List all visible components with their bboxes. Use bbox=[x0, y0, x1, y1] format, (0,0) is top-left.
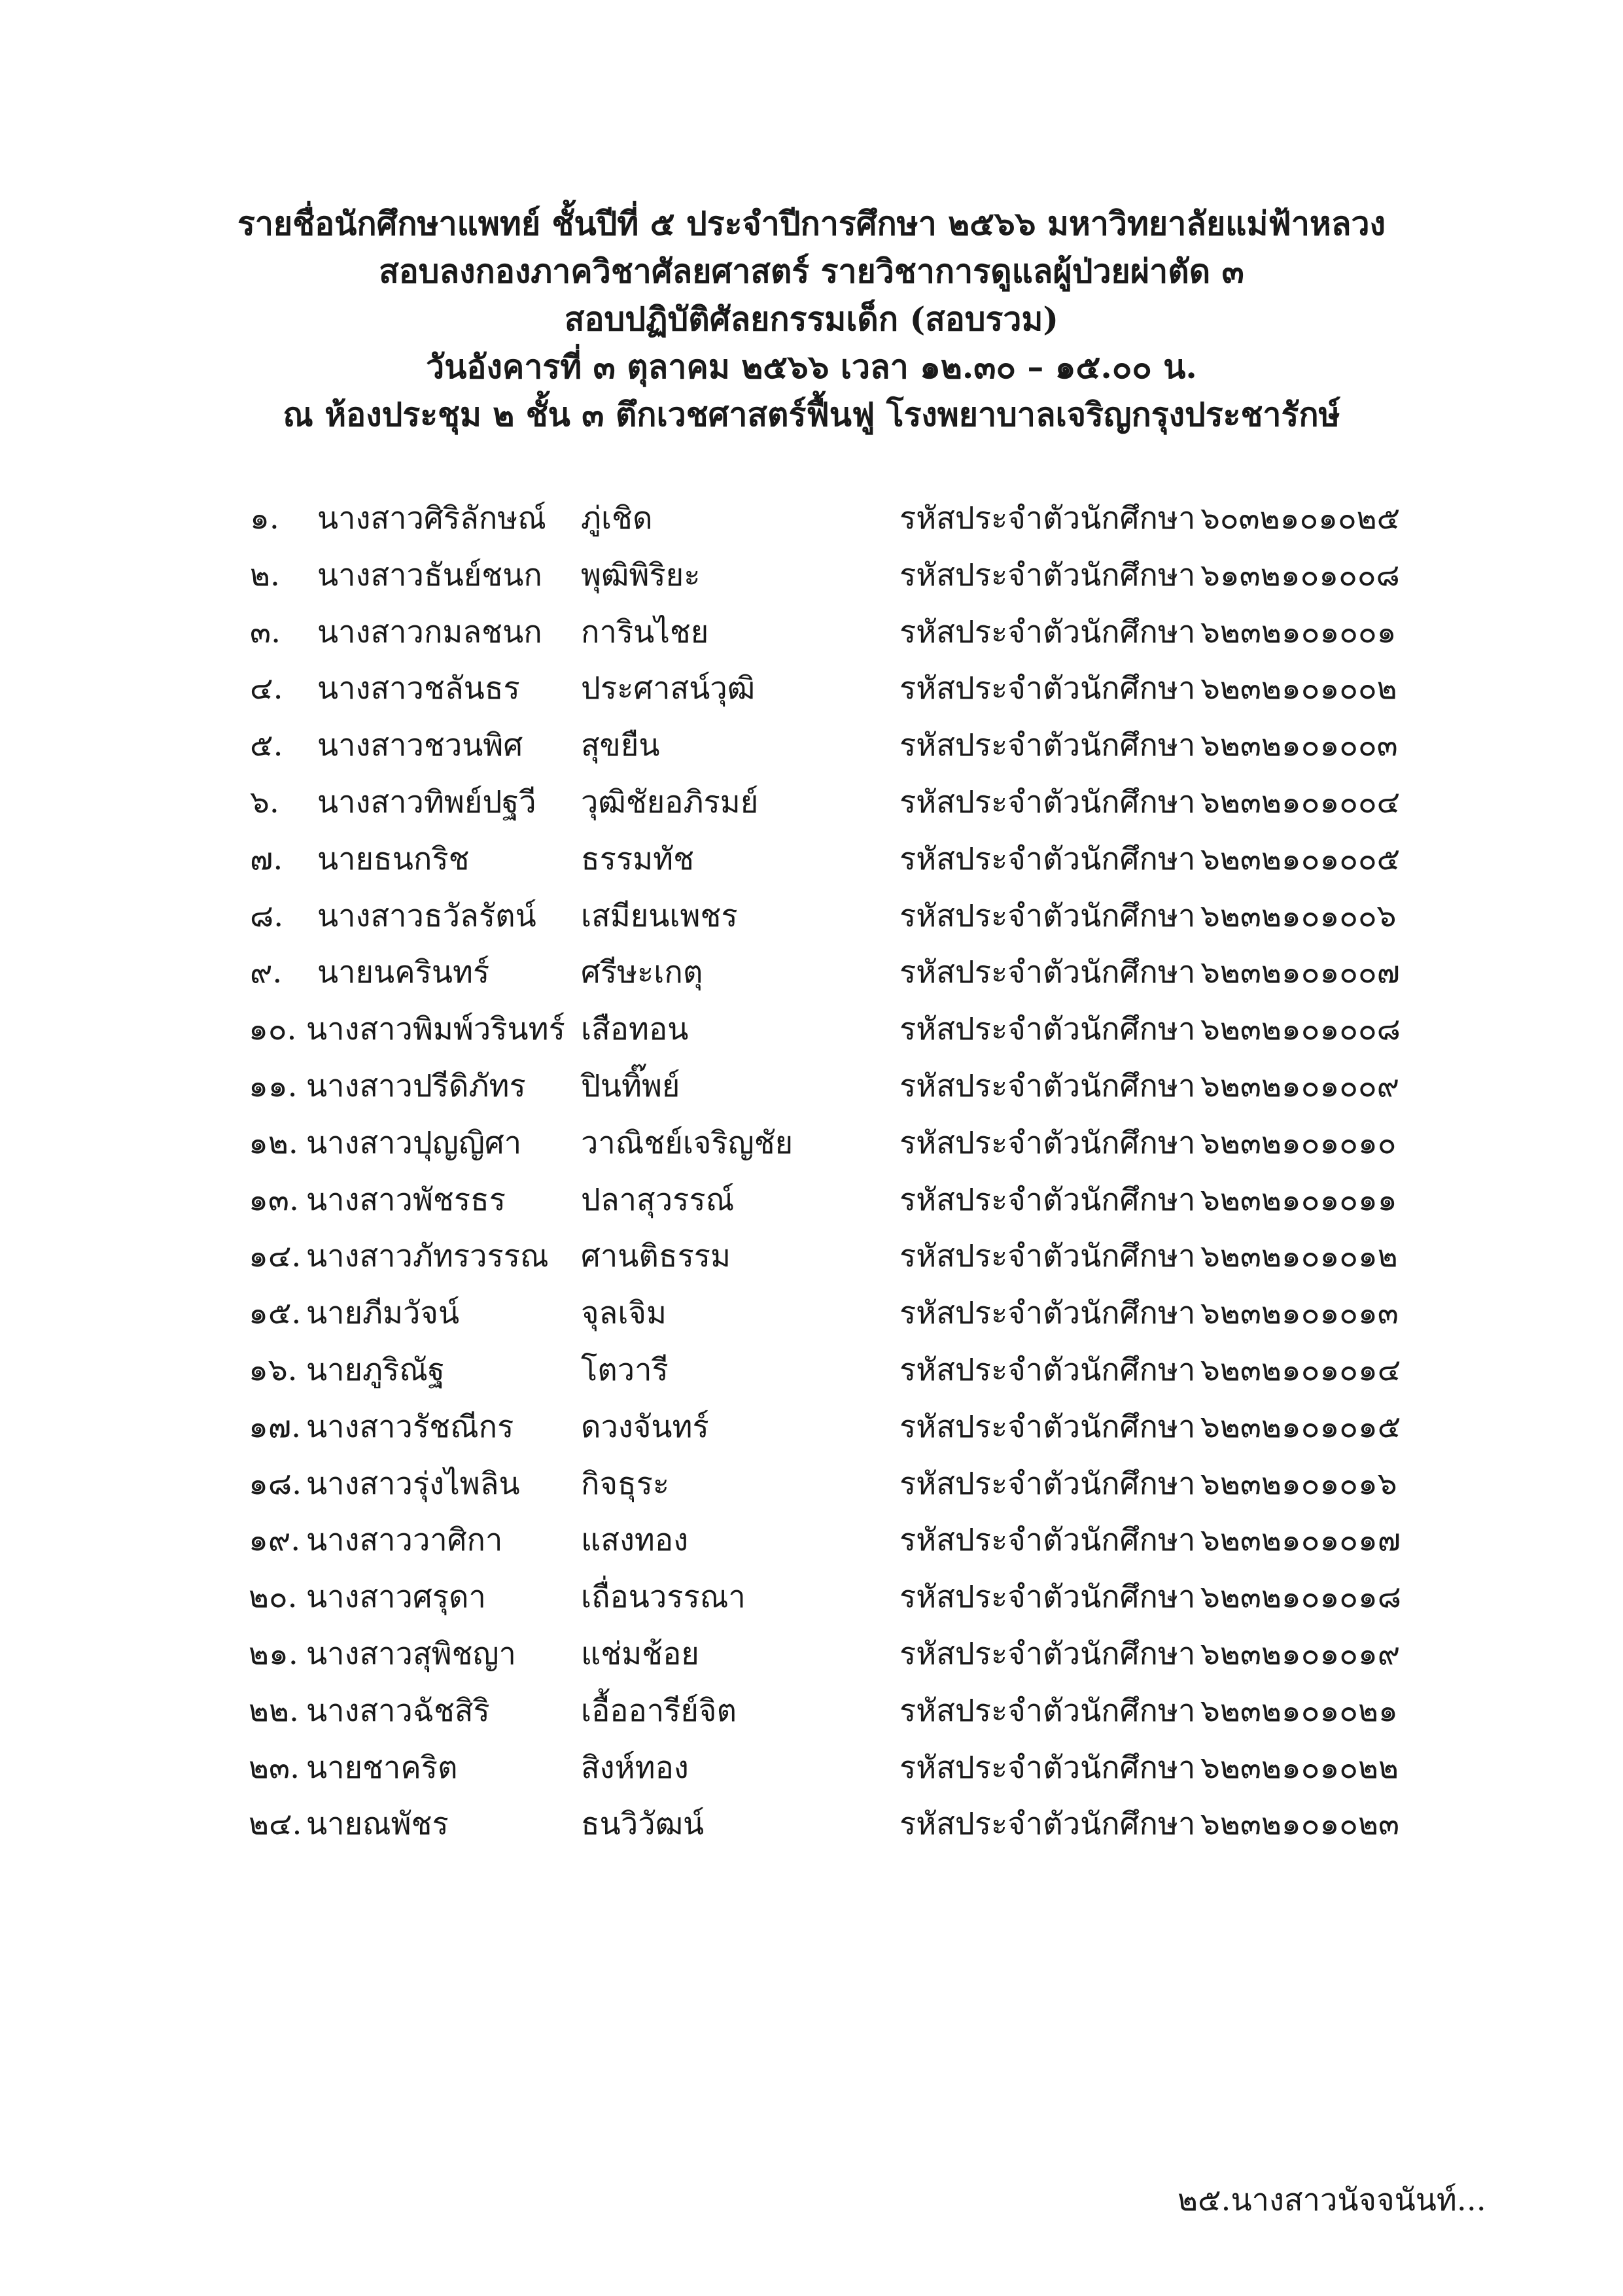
student-id-label: รหัสประจำตัวนักศึกษา bbox=[899, 614, 1196, 650]
student-last-name: เสือทอน bbox=[581, 1011, 689, 1048]
student-last-name: โตวารี bbox=[581, 1351, 669, 1388]
student-last-name: แช่มช้อย bbox=[581, 1635, 699, 1672]
header-exam-line: สอบลงกองภาควิชาศัลยศาสตร์ รายวิชาการดูแลผู้ป่วยผ่าตัด ๓ bbox=[379, 252, 1244, 290]
list-item bbox=[0, 945, 1623, 1001]
student-id-label: รหัสประจำตัวนักศึกษา bbox=[899, 1124, 1196, 1161]
item-number: ๙. bbox=[250, 954, 283, 991]
student-roster bbox=[0, 491, 1623, 1853]
student-last-name: ประศาสน์วุฒิ bbox=[581, 670, 756, 707]
student-id: ๖๑๓๒๑๐๑๐๐๘ bbox=[1200, 557, 1400, 593]
student-id-label: รหัสประจำตัวนักศึกษา bbox=[899, 1181, 1196, 1218]
list-item bbox=[0, 888, 1623, 945]
student-first-name: นางสาวธันย์ชนก bbox=[317, 557, 542, 593]
item-number: ๑๑. bbox=[249, 1068, 298, 1104]
student-last-name: ปินทิ๊พย์ bbox=[581, 1068, 680, 1104]
item-number: ๑๗. bbox=[249, 1408, 302, 1445]
list-item bbox=[0, 1512, 1623, 1569]
list-item bbox=[0, 774, 1623, 831]
student-id-label: รหัสประจำตัวนักศึกษา bbox=[899, 557, 1196, 593]
student-last-name: ปลาสุวรรณ์ bbox=[581, 1181, 735, 1218]
header-title-line: รายชื่อนักศึกษาแพทย์ ชั้นปีที่ ๕ ประจำปีการศึกษา ๒๕๖๖ มหาวิทยาลัยแม่ฟ้าหลวง bbox=[237, 204, 1386, 243]
list-item bbox=[0, 1683, 1623, 1740]
student-id: ๖๒๓๒๑๐๑๐๑๒ bbox=[1200, 1238, 1398, 1275]
student-first-name: นางสาวศิริลักษณ์ bbox=[317, 500, 546, 536]
list-item bbox=[0, 1399, 1623, 1456]
student-first-name: นางสาวรัชณีกร bbox=[306, 1408, 514, 1445]
student-id: ๖๒๓๒๑๐๑๐๑๑ bbox=[1200, 1181, 1397, 1218]
student-id-label: รหัสประจำตัวนักศึกษา bbox=[899, 1408, 1196, 1445]
list-item bbox=[0, 1569, 1623, 1626]
item-number: ๒๓. bbox=[249, 1749, 300, 1786]
student-id: ๖๒๓๒๑๐๑๐๐๗ bbox=[1200, 954, 1400, 991]
student-id-label: รหัสประจำตัวนักศึกษา bbox=[899, 784, 1196, 820]
student-id: ๖๒๓๒๑๐๑๐๐๓ bbox=[1200, 727, 1398, 764]
student-id: ๖๒๓๒๑๐๑๐๒๓ bbox=[1200, 1806, 1400, 1843]
item-number: ๒. bbox=[250, 557, 280, 593]
student-last-name: วุฒิชัยอภิรมย์ bbox=[581, 784, 759, 820]
student-first-name: นายภีมวัจน์ bbox=[306, 1295, 460, 1332]
student-id: ๖๒๓๒๑๐๑๐๒๒ bbox=[1200, 1749, 1399, 1786]
student-first-name: นางสาวศรุดา bbox=[306, 1579, 486, 1616]
student-id-label: รหัสประจำตัวนักศึกษา bbox=[899, 1522, 1196, 1559]
student-first-name: นางสาวปุญญิศา bbox=[306, 1124, 522, 1161]
item-number: ๑๘. bbox=[249, 1465, 302, 1502]
item-number: ๑. bbox=[250, 500, 279, 536]
list-item bbox=[0, 491, 1623, 548]
student-first-name: นายนครินทร์ bbox=[317, 954, 490, 991]
student-id: ๖๒๓๒๑๐๑๐๐๑ bbox=[1200, 614, 1397, 650]
list-item bbox=[0, 1740, 1623, 1797]
list-item bbox=[0, 1342, 1623, 1399]
list-item bbox=[0, 1115, 1623, 1172]
student-last-name: ธนวิวัฒน์ bbox=[581, 1806, 705, 1843]
student-last-name: กิจธุระ bbox=[581, 1465, 670, 1502]
student-id: ๖๒๓๒๑๐๑๐๑๐ bbox=[1200, 1124, 1397, 1161]
student-id: ๖๒๓๒๑๐๑๐๐๖ bbox=[1200, 897, 1397, 934]
student-first-name: นางสาวกมลชนก bbox=[317, 614, 542, 650]
student-id: ๖๒๓๒๑๐๑๐๑๓ bbox=[1200, 1295, 1399, 1332]
student-last-name: การินไชย bbox=[581, 614, 709, 650]
list-item bbox=[0, 1456, 1623, 1513]
student-last-name: เถื่อนวรรณา bbox=[581, 1579, 746, 1616]
document-header bbox=[0, 200, 1623, 438]
student-last-name: เสมียนเพชร bbox=[581, 897, 738, 934]
list-item bbox=[0, 604, 1623, 661]
student-id-label: รหัสประจำตัวนักศึกษา bbox=[899, 670, 1196, 707]
student-last-name: เอื้ออารีย์จิต bbox=[581, 1692, 737, 1729]
student-first-name: นางสาวพิมพ์วรินทร์ bbox=[306, 1011, 565, 1048]
list-item bbox=[0, 1058, 1623, 1115]
student-first-name: นางสาวรุ่งไพลิน bbox=[306, 1465, 520, 1502]
student-first-name: นายณพัชร bbox=[306, 1806, 449, 1843]
student-last-name: วาณิชย์เจริญชัย bbox=[581, 1124, 794, 1161]
student-id-label: รหัสประจำตัวนักศึกษา bbox=[899, 1351, 1196, 1388]
student-id-label: รหัสประจำตัวนักศึกษา bbox=[899, 1579, 1196, 1616]
list-item bbox=[0, 1228, 1623, 1285]
student-last-name: แสงทอง bbox=[581, 1522, 689, 1559]
student-first-name: นางสาวพัชรธร bbox=[306, 1181, 506, 1218]
item-number: ๑๓. bbox=[249, 1181, 299, 1218]
item-number: ๒๒. bbox=[249, 1692, 299, 1729]
list-item bbox=[0, 1626, 1623, 1683]
item-number: ๕. bbox=[250, 727, 283, 764]
list-item bbox=[0, 718, 1623, 774]
student-first-name: นางสาวธวัลรัตน์ bbox=[317, 897, 536, 934]
list-item bbox=[0, 1796, 1623, 1853]
student-last-name: ดวงจันทร์ bbox=[581, 1408, 709, 1445]
student-first-name: นางสาวทิพย์ปฐวี bbox=[317, 784, 536, 820]
student-first-name: นางสาวปรีดิภัทร bbox=[306, 1068, 526, 1104]
student-id: ๖๐๓๒๑๐๑๐๒๕ bbox=[1200, 500, 1401, 536]
student-first-name: นางสาววาศิกา bbox=[306, 1522, 503, 1559]
student-id: ๖๒๓๒๑๐๑๐๐๘ bbox=[1200, 1011, 1401, 1048]
student-id-label: รหัสประจำตัวนักศึกษา bbox=[899, 727, 1196, 764]
student-id: ๖๒๓๒๑๐๑๐๐๙ bbox=[1200, 1068, 1400, 1104]
student-last-name: ธรรมทัช bbox=[581, 841, 695, 877]
list-item bbox=[0, 661, 1623, 718]
student-id-label: รหัสประจำตัวนักศึกษา bbox=[899, 1295, 1196, 1332]
item-number: ๔. bbox=[250, 670, 283, 707]
student-last-name: สิงห์ทอง bbox=[581, 1749, 689, 1786]
item-number: ๑๒. bbox=[249, 1124, 298, 1161]
student-last-name: ศานติธรรม bbox=[581, 1238, 731, 1275]
student-id: ๖๒๓๒๑๐๑๐๑๘ bbox=[1200, 1579, 1402, 1616]
student-last-name: พุฒิพิริยะ bbox=[581, 557, 701, 593]
student-first-name: นางสาวชลันธร bbox=[317, 670, 520, 707]
list-item bbox=[0, 1172, 1623, 1229]
student-id-label: รหัสประจำตัวนักศึกษา bbox=[899, 954, 1196, 991]
header-subject-line: สอบปฏิบัติศัลยกรรมเด็ก (สอบรวม) bbox=[564, 300, 1059, 338]
student-first-name: นายภูริณัฐ bbox=[306, 1351, 445, 1388]
student-id-label: รหัสประจำตัวนักศึกษา bbox=[899, 897, 1196, 934]
list-item bbox=[0, 548, 1623, 604]
item-number: ๓. bbox=[250, 614, 281, 650]
student-id-label: รหัสประจำตัวนักศึกษา bbox=[899, 1068, 1196, 1104]
student-id-label: รหัสประจำตัวนักศึกษา bbox=[899, 1238, 1196, 1275]
header-venue-line: ณ ห้องประชุม ๒ ชั้น ๓ ตึกเวชศาสตร์ฟื้นฟู โรงพยาบาลเจริญกรุงประชารักษ์ bbox=[283, 395, 1340, 434]
item-number: ๑๖. bbox=[249, 1351, 298, 1388]
student-id-label: รหัสประจำตัวนักศึกษา bbox=[899, 1806, 1196, 1843]
item-number: ๒๐. bbox=[249, 1579, 298, 1616]
student-id-label: รหัสประจำตัวนักศึกษา bbox=[899, 841, 1196, 877]
student-last-name: สุขยืน bbox=[581, 727, 660, 764]
list-item bbox=[0, 1285, 1623, 1342]
student-id: ๖๒๓๒๑๐๑๐๑๔ bbox=[1200, 1351, 1401, 1388]
student-id: ๖๒๓๒๑๐๑๐๑๙ bbox=[1200, 1635, 1401, 1672]
student-last-name: ภู่เชิด bbox=[581, 500, 653, 536]
list-item bbox=[0, 1001, 1623, 1058]
student-last-name: ศรีษะเกตุ bbox=[581, 954, 703, 991]
student-id: ๖๒๓๒๑๐๑๐๐๕ bbox=[1200, 841, 1401, 877]
student-id-label: รหัสประจำตัวนักศึกษา bbox=[899, 1635, 1196, 1672]
item-number: ๒๑. bbox=[249, 1635, 298, 1672]
student-id-label: รหัสประจำตัวนักศึกษา bbox=[899, 1465, 1196, 1502]
student-first-name: นายธนกริช bbox=[317, 841, 470, 877]
student-id: ๖๒๓๒๑๐๑๐๐๒ bbox=[1200, 670, 1397, 707]
student-first-name: นางสาวฉัชสิริ bbox=[306, 1692, 490, 1729]
student-id: ๖๒๓๒๑๐๑๐๐๔ bbox=[1200, 784, 1401, 820]
student-id-label: รหัสประจำตัวนักศึกษา bbox=[899, 500, 1196, 536]
item-number: ๗. bbox=[250, 841, 283, 877]
student-last-name: จุลเจิม bbox=[581, 1295, 667, 1332]
item-number: ๘. bbox=[250, 897, 284, 934]
list-item bbox=[0, 831, 1623, 888]
item-number: ๒๔. bbox=[249, 1806, 302, 1843]
continuation-note: ๒๕.นางสาวนัจจนันท์... bbox=[1178, 2182, 1486, 2218]
item-number: ๑๔. bbox=[249, 1238, 302, 1275]
item-number: ๑๐. bbox=[249, 1011, 297, 1048]
item-number: ๑๕. bbox=[249, 1295, 302, 1332]
student-first-name: นางสาวสุพิชญา bbox=[306, 1635, 516, 1672]
student-id-label: รหัสประจำตัวนักศึกษา bbox=[899, 1749, 1196, 1786]
item-number: ๑๙. bbox=[249, 1522, 301, 1559]
student-id-label: รหัสประจำตัวนักศึกษา bbox=[899, 1692, 1196, 1729]
student-id-label: รหัสประจำตัวนักศึกษา bbox=[899, 1011, 1196, 1048]
student-id: ๖๒๓๒๑๐๑๐๑๗ bbox=[1200, 1522, 1401, 1559]
student-id: ๖๒๓๒๑๐๑๐๑๖ bbox=[1200, 1465, 1397, 1502]
student-id: ๖๒๓๒๑๐๑๐๒๑ bbox=[1200, 1692, 1398, 1729]
student-first-name: นางสาวชวนพิศ bbox=[317, 727, 523, 764]
student-id: ๖๒๓๒๑๐๑๐๑๕ bbox=[1200, 1408, 1401, 1445]
student-first-name: นายชาคริต bbox=[306, 1749, 458, 1786]
item-number: ๖. bbox=[250, 784, 279, 820]
student-first-name: นางสาวภัทรวรรณ bbox=[306, 1238, 549, 1275]
header-date-line: วันอังคารที่ ๓ ตุลาคม ๒๕๖๖ เวลา ๑๒.๓๐ – ๑๕.๐๐ น. bbox=[426, 347, 1197, 386]
